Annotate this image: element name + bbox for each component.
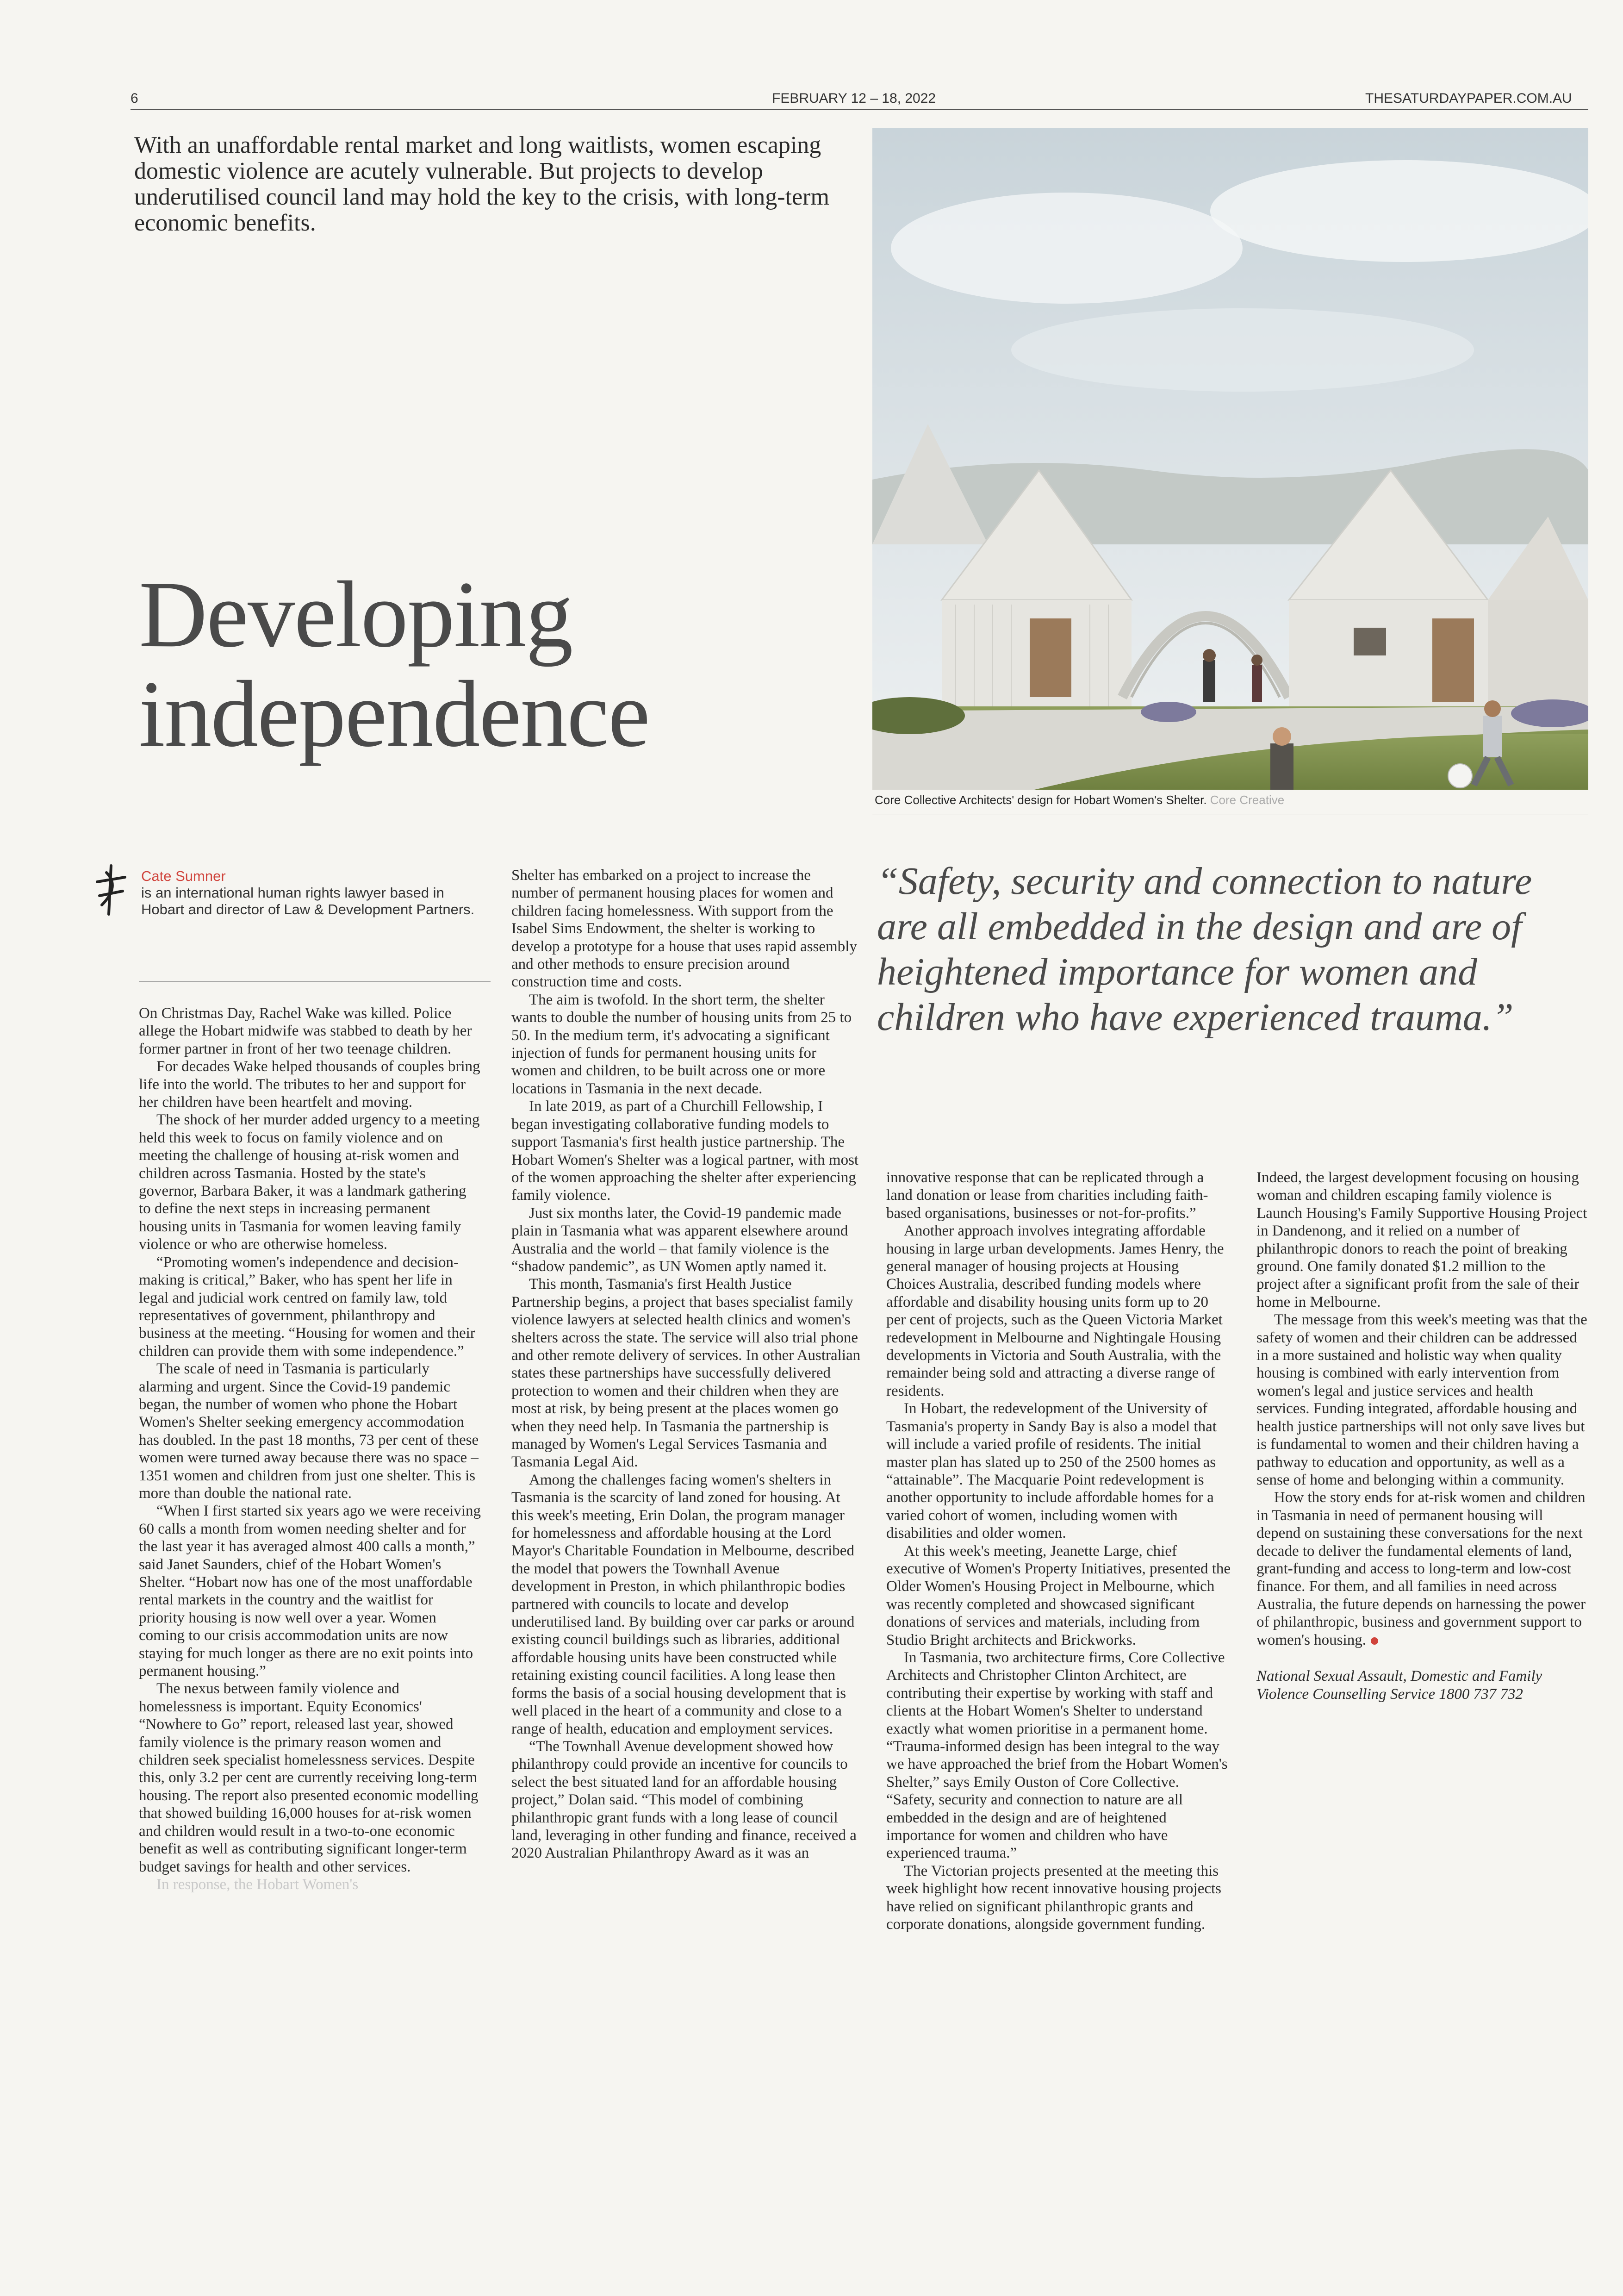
article-column-1 [139, 1004, 481, 1893]
paragraph-text: How the story ends for at-risk women and children in Tasmania in need of permanent housing will depend on sustaining these conversations for the next decade to deliver the fundamental elements of land, grant-funding and access to long-term and low-cost finance. For them, and all families in need across Australia, the future depends on harnessing the power of philanthropic, business and government support to women's housing. [1256, 1489, 1586, 1648]
paragraph: The Victorian projects presented at the meeting this week highlight how recent innovative housing projects have relied on significant philanthropic grants and corporate donations, alongside government funding. [886, 1862, 1222, 1933]
paragraph: “Promoting women's independence and decision-making is critical,” Baker, who has spent her life in legal and judicial work centred on family law, told representatives of government, philanthropy and business at the meeting. “Housing for women and their children can provide them with some independence.” [139, 1254, 475, 1360]
headline-line1: Developing [139, 562, 572, 667]
paragraph: Another approach involves integrating affordable housing in large urban developments. James Henry, the general manager of housing projects at Housing Choices Australia, described funding models where affordable and disability housing units form up to 20 per cent of projects, such as the Queen Victoria Market redevelopment in Melbourne and Nightingale Housing developments in Victoria and South Australia, with the remainder being sold and attracting a diverse range of residents. [886, 1223, 1224, 1399]
paragraph: “When I first started six years ago we were receiving 60 calls a month from women needing shelter and for the last year it has averaged almost 400 calls a month,” said Janet Saunders, chief of the Hobart Women's Shelter. “Hobart now has one of the most unaffordable rental markets in the country and the waitlist for priority housing is now well over a year. Women coming to our crisis accommodation units are now staying for much longer as there are no exit points into permanent housing.” [139, 1503, 481, 1680]
article-column-2 [511, 867, 861, 1862]
paragraph: The shock of her murder added urgency to a meeting held this week to focus on family violence and on meeting the challenge of housing at-risk women and children across Tasmania. Hosted by the state's governor, Barbara Baker, it was a landmark gathering to define the next steps in increasing permanent housing units in Tasmania for women leaving family violence or who are otherwise homeless. [139, 1111, 480, 1253]
paragraph: Shelter has embarked on a project to increase the number of permanent housing places for women and children facing homelessness. With support from the Isabel Sims Endowment, the shelter is working to develop a prototype for a house that uses rapid assembly and other methods to ensure precision around construction time and costs. [511, 867, 857, 991]
paragraph [1256, 1489, 1590, 1649]
paragraph: Indeed, the largest development focusing on housing woman and children escaping family violence is Launch Housing's Family Supportive Housing Project in Dandenong, and it relied on a number of philanthropic donors to reach the point of breaking ground. One family donated $1.2 million to the project after a significant profit from the sale of their home in Melbourne. [1256, 1169, 1587, 1310]
photo-caption [875, 793, 1284, 807]
helpline-footnote: National Sexual Assault, Domestic and Family Violence Counselling Service 1800 737 732 [1256, 1667, 1542, 1703]
paragraph: “The Townhall Avenue development showed how philanthropy could provide an incentive for councils to select the best situated land for an affordable housing project,” Dolan said. “This model of combining philanthropic grant funds with a long lease of council land, leveraging in other funding and finance, received a 2020 Australian Philanthropy Award as it was an [511, 1738, 857, 1862]
website: THESATURDAYPAPER.COM.AU [1365, 91, 1572, 106]
article-column-3 [886, 1169, 1231, 1933]
author-name: Cate Sumner [141, 868, 226, 884]
paragraph: The scale of need in Tasmania is particularly alarming and urgent. Since the Covid-19 pandemic began, the number of women who phone the Hobart Women's Shelter seeking emergency accommodation has doubled. In the past 18 months, 73 per cent of these women were turned away because there was no space – 1351 women and children from just one shelter. This is more than double the national rate. [139, 1360, 479, 1502]
paragraph-faded: In response, the Hobart Women's [156, 1876, 359, 1893]
paragraph: Just six months later, the Covid-19 pandemic made plain in Tasmania what was apparent elsewhere around Australia and the world – that family violence is the “shadow pandemic”, as UN Women aptly named it. [511, 1204, 848, 1275]
paragraph: The message from this week's meeting was that the safety of women and their children can be addressed in a more sustained and holistic way when quality housing is combined with early intervention from women's legal and justice services and health services. Funding integrated, affordable housing and health justice partnerships will not only save lives but is fundamental to women and their children having a pathway to education and opportunity, as well as a sense of home and belonging within a community. [1256, 1311, 1587, 1488]
masthead-rule [131, 109, 1588, 110]
standfirst: With an unaffordable rental market and long waitlists, women escaping domestic violence are acutely vulnerable. But projects to develop underutilised council land may hold the key to the crisis, with long-term economic benefits. [134, 132, 829, 236]
paragraph: In Tasmania, two architecture firms, Core Collective Architects and Christopher Clinton Architect, are contributing their expertise by working with staff and clients at the Hobart Women's Shelter to understand exactly what women prioritise in a permanent home. “Trauma-informed design has been integral to the way we have approached the brief from the Hobart Women's Shelter,” says Emily Ouston of Core Collective. “Safety, security and connection to nature are all embedded in the design and are of heightened importance for women and children who have experienced trauma.” [886, 1649, 1228, 1862]
page-number: 6 [131, 91, 138, 106]
headline [139, 562, 879, 767]
end-mark-icon [1371, 1637, 1378, 1645]
shelter-rendering-illustration [872, 128, 1588, 790]
paragraph: innovative response that can be replicated through a land donation or lease from charities including faith-based organisations, businesses or not-for-profits.” [886, 1169, 1208, 1222]
pull-quote: “Safety, security and connection to nature are all embedded in the design and are of heightened importance for women and children who have experienced trauma.” [877, 860, 1532, 1039]
paragraph: The aim is twofold. In the short term, the shelter wants to double the number of housing units from 25 to 50. In the medium term, it's advocating a significant injection of funds for permanent housing units for women and children, to be built across one or more locations in Tasmania in the next decade. [511, 991, 852, 1097]
article-column-4 [1256, 1169, 1590, 1703]
paragraph: At this week's meeting, Jeanette Large, chief executive of Women's Property Initiatives, presented the Older Women's Housing Project in Melbourne, which was recently completed and showcased significant donations of services and materials, including from Studio Bright architects and Brickworks. [886, 1542, 1231, 1648]
byline [139, 868, 491, 918]
caption-credit: Core Creative [1210, 793, 1285, 807]
paragraph: In Hobart, the redevelopment of the University of Tasmania's property in Sandy Bay is also a model that will include a varied profile of residents. The initial master plan has slated up to 250 of the 2500 homes as “attainable”. The Macquarie Point redevelopment is another opportunity to include affordable homes for a varied cohort of women, including women with disabilities and older women. [886, 1400, 1217, 1542]
headline-line2: independence [139, 661, 649, 767]
shelter-rendering-photo [872, 128, 1588, 790]
pen-icon [93, 863, 130, 919]
paragraph: For decades Wake helped thousands of couples bring life into the world. The tributes to her and support for her children have been heartfelt and moving. [139, 1058, 480, 1111]
paragraph: Among the challenges facing women's shelters in Tasmania is the scarcity of land zoned for housing. At this week's meeting, Erin Dolan, the program manager for homelessness and affordable housing at the Lord Mayor's Charitable Foundation in Melbourne, described the model that powers the Townhall Avenue development in Preston, in which philanthropic bodies partnered with councils to locate and develop underutilised land. By building over car parks or around existing council buildings such as libraries, additional affordable housing units have been constructed while retaining existing council facilities. A long lease then forms the basis of a social housing development that is well placed in the heart of a community and close to a range of health, education and employment services. [511, 1471, 855, 1737]
issue-date: FEBRUARY 12 – 18, 2022 [772, 91, 936, 106]
byline-rule [139, 981, 491, 982]
paragraph: In late 2019, as part of a Churchill Fellowship, I began investigating collaborative funding models to support Tasmania's first health justice partnership. The Hobart Women's Shelter was a logical partner, with most of the women approaching the shelter after experiencing family violence. [511, 1098, 859, 1204]
author-bio: is an international human rights lawyer based in Hobart and director of Law & Development Partners. [141, 885, 475, 917]
caption-text: Core Collective Architects' design for Hobart Women's Shelter. [875, 793, 1207, 807]
paragraph: This month, Tasmania's first Health Justice Partnership begins, a project that bases specialist family violence lawyers at selected health clinics and women's shelters across the state. The service will also trial phone and other remote delivery of services. In other Australian states these partnerships have successfully delivered protection to women and their children when they are most at risk, by being present at the places women go when they need help. In Tasmania the partnership is managed by Women's Legal Services Tasmania and Tasmania Legal Aid. [511, 1276, 861, 1471]
paragraph: The nexus between family violence and homelessness is important. Equity Economics' “Nowhere to Go” report, released last year, showed family violence is the primary reason women and children seek specialist homelessness services. Despite this, only 3.2 per cent are currently receiving long-term housing. The report also presented economic modelling that showed building 16,000 houses for at-risk women and children would result in a two-to-one economic benefit as well as contributing significant longer-term budget savings for health and other services. [139, 1680, 479, 1875]
paragraph: On Christmas Day, Rachel Wake was killed. Police allege the Hobart midwife was stabbed to death by her former partner in front of her two teenage children. [139, 1005, 472, 1057]
